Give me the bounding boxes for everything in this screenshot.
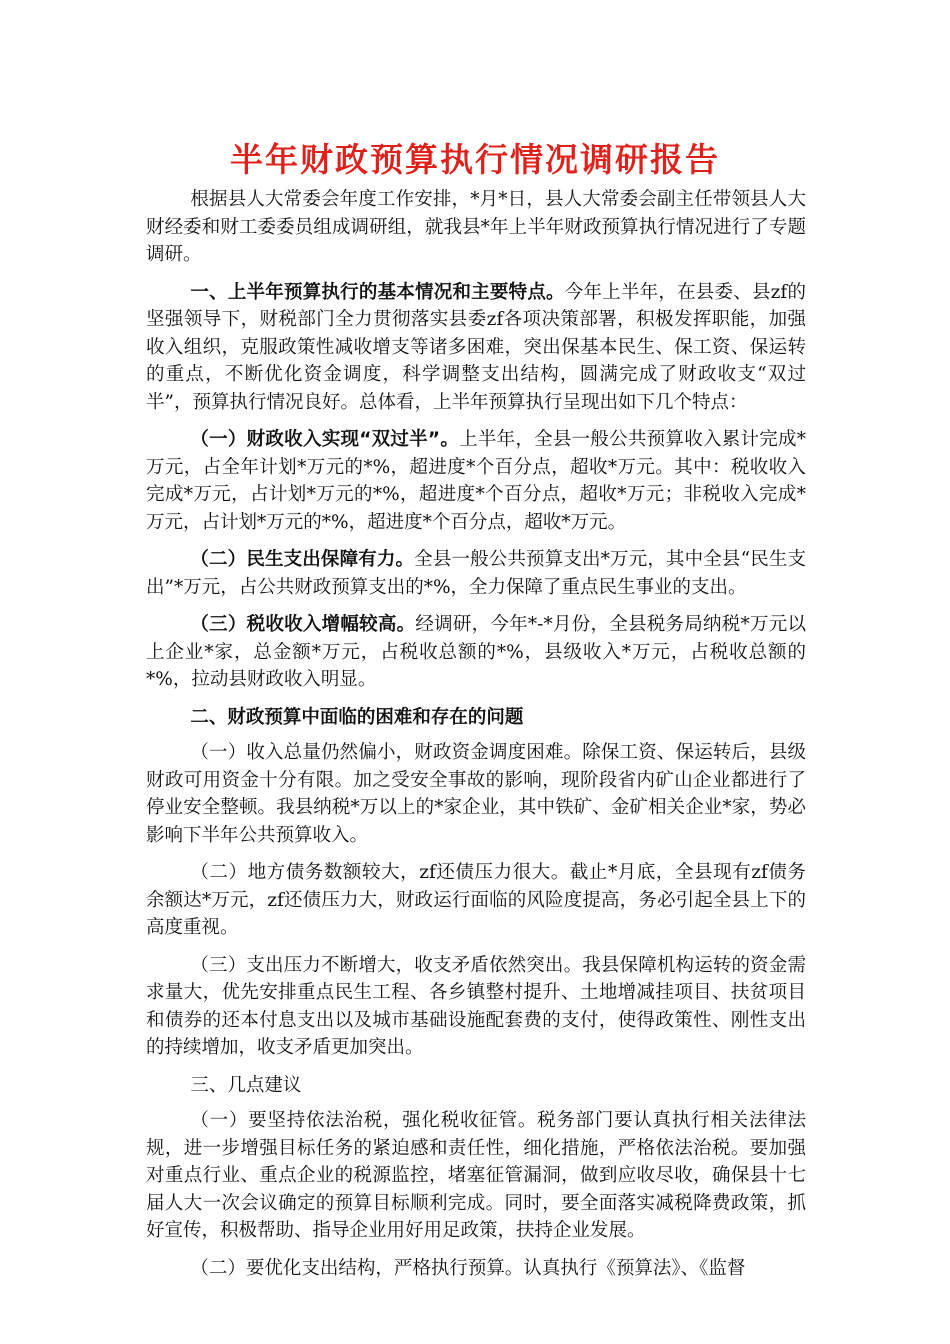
section-1-2-text: 全县一般公共预算支出*万元，其中全县“民生支出”*万元，占公共财政预算支出的*%，全力保障了重点民生事业的支出。 [146, 549, 806, 598]
section-1-2-heading: （二）民生支出保障有力。 [190, 549, 415, 570]
section-3-heading: 三、几点建议 [190, 1074, 302, 1096]
section-1-heading: 一、上半年预算执行的基本情况和主要特点。 [190, 281, 565, 303]
section-1-3-text: 经调研，今年*-*月份，全县税务局纳税*万元以上企业*家，总金额*万元，占税收总额的*%，县级收入*万元，占税收总额的*%，拉动县财政收入明显。 [146, 614, 806, 690]
section-1-3-paragraph [146, 611, 806, 694]
section-1-3-heading: （三）税收收入增幅较高。 [190, 614, 416, 635]
section-1-1-heading: （一）财政收入实现“双过半”。 [190, 429, 460, 450]
document-title: 半年财政预算执行情况调研报告 [230, 140, 720, 179]
section-1-1-paragraph [146, 426, 806, 536]
section-1-2-paragraph [146, 546, 806, 601]
section-3-1-paragraph: （一）要坚持依法治税，强化税收征管。税务部门要认真执行相关法律法规，进一步增强目标任务的紧迫感和责任性，细化措施，严格依法治税。要加强对重点行业、重点企业的税源监控，堵塞征管漏洞，做到应收尽收，确保县十七届人大一次会议确定的预算目标顺利完成。同时，要全面落实减税降费政策，抓好宣传，积极帮助、指导企业用好用足政策，扶持企业发展。 [146, 1110, 806, 1241]
document-body [146, 186, 806, 1292]
section-2-heading: 二、财政预算中面临的困难和存在的问题 [190, 706, 524, 728]
section-2-2-paragraph: （二）地方债务数额较大，zf还债压力很大。截止*月底，全县现有zf债务余额达*万元，zf还债压力大，财政运行面临的风险度提高，务必引起全县上下的高度重视。 [146, 862, 806, 938]
intro-paragraph: 根据县人大常委会年度工作安排，*月*日，县人大常委会副主任带领县人大财经委和财工委委员组成调研组，就我县*年上半年财政预算执行情况进行了专题调研。 [146, 189, 806, 265]
section-3-2-paragraph: （二）要优化支出结构，严格执行预算。认真执行《预算法》、《监督 [190, 1257, 746, 1279]
section-2-3-paragraph: （三）支出压力不断增大，收支矛盾依然突出。我县保障机构运转的资金需求量大，优先安排重点民生工程、各乡镇整村提升、土地增减挂项目、扶贫项目和债券的还本付息支出以及城市基础设施配套费的支付，使得政策性、刚性支出的持续增加，收支矛盾更加突出。 [146, 954, 806, 1058]
section-2-1-paragraph: （一）收入总量仍然偏小，财政资金调度困难。除保工资、保运转后，县级财政可用资金十分有限。加之受安全事故的影响，现阶段省内矿山企业都进行了停业安全整顿。我县纳税*万以上的*家企业，其中铁矿、金矿相关企业*家，势必影响下半年公共预算收入。 [146, 742, 806, 846]
section-1-text: 今年上半年，在县委、县zf的坚强领导下，财税部门全力贯彻落实县委zf各项决策部署，积极发挥职能，加强收入组织，克服政策性减收增支等诸多困难，突出保基本民生、保工资、保运转的重点，不断优化资金调度，科学调整支出结构，圆满完成了财政收支“双过半”，预算执行情况良好。总体看，上半年预算执行呈现出如下几个特点： [146, 281, 806, 413]
section-1-1-text: 上半年，全县一般公共预算收入累计完成*万元，占全年计划*万元的*%，超进度*个百分点，超收*万元。其中：税收收入完成*万元，占计划*万元的*%，超进度*个百分点，超收*万元；非税收入完成*万元，占计划*万元的*%，超进度*个百分点，超收*万元。 [146, 429, 806, 533]
section-1-paragraph [146, 279, 806, 417]
